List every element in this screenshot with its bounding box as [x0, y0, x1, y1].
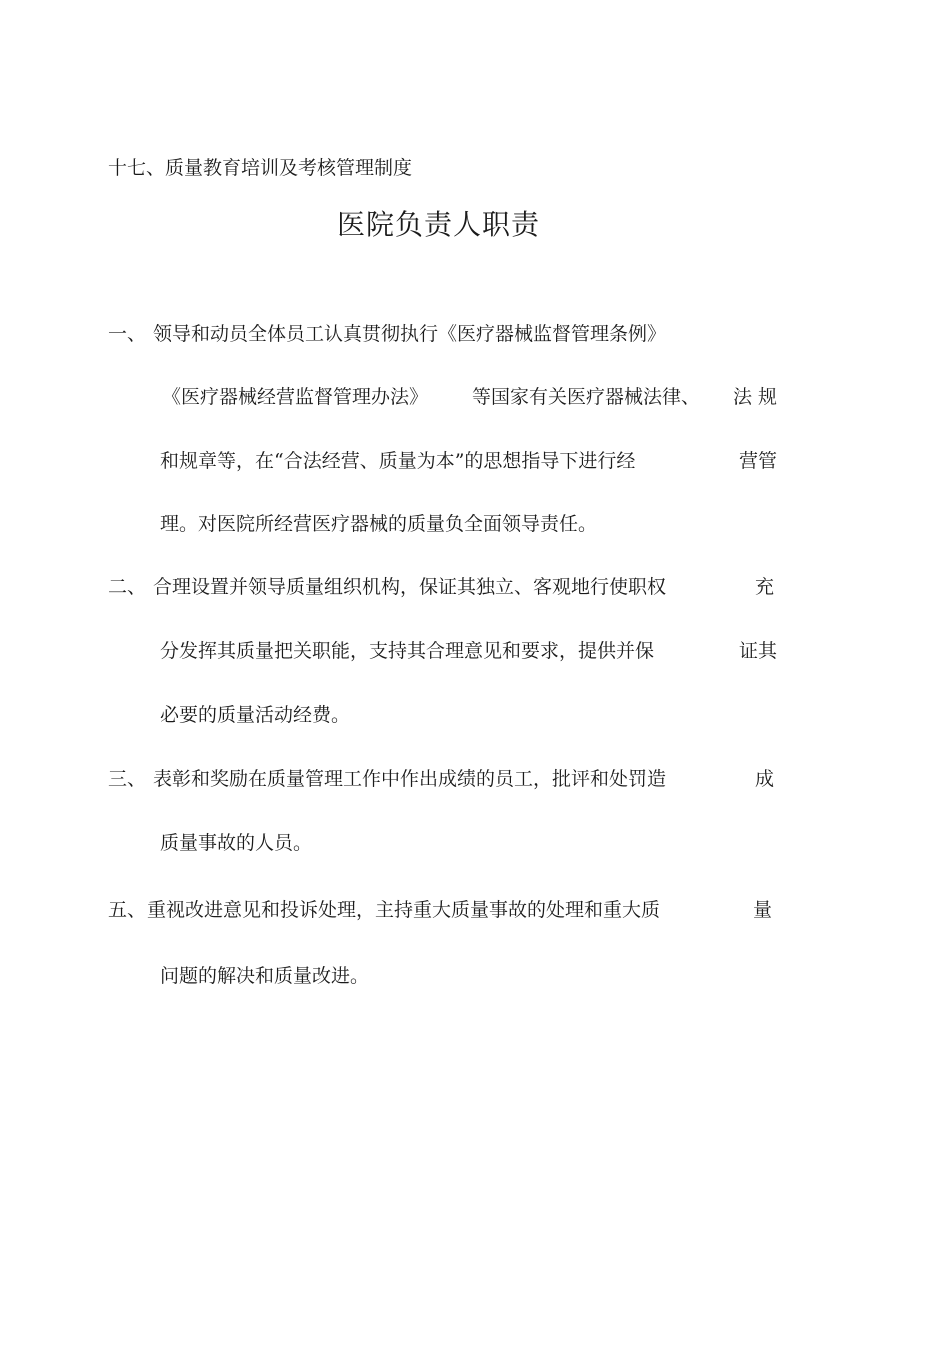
item-4-line-1-tail: 量 [753, 899, 773, 921]
item-1-line-2: 《医疗器械经营监督管理办法》 [162, 386, 429, 408]
item-1-line-2-tail: 法 规 [733, 386, 778, 408]
item-3-line-1-tail: 成 [755, 768, 775, 790]
item-4-line-2: 问题的解决和质量改进。 [160, 965, 370, 987]
item-1-line-2-mid: 等国家有关医疗器械法律、 [472, 386, 701, 408]
item-1-line-4: 理。对医院所经营医疗器械的质量负全面领导责任。 [160, 513, 598, 535]
item-2-line-1: 合理设置并领导质量组织机构，保证其独立、客观地行使职权 [153, 576, 667, 598]
document-title: 医院负责人职责 [337, 208, 541, 241]
item-1-line-3: 和规章等，在“合法经营、质量为本”的思想指导下进行经 [160, 450, 636, 472]
item-3-marker: 三、 [108, 768, 147, 790]
item-2-line-3: 必要的质量活动经费。 [160, 704, 351, 726]
section-heading: 十七、质量教育培训及考核管理制度 [108, 157, 413, 179]
item-2-line-2: 分发挥其质量把关职能，支持其合理意见和要求，提供并保 [160, 640, 655, 662]
item-1-line-1: 领导和动员全体员工认真贯彻执行《医疗器械监督管理条例》 [153, 323, 667, 345]
item-2-marker: 二、 [108, 576, 147, 598]
item-1-line-3-tail: 营管 [739, 450, 778, 472]
item-4-line-1: 重视改进意见和投诉处理，主持重大质量事故的处理和重大质 [147, 899, 661, 921]
item-3-line-2: 质量事故的人员。 [160, 832, 313, 854]
item-4-marker: 五、 [108, 899, 147, 921]
item-3-line-1: 表彰和奖励在质量管理工作中作出成绩的员工，批评和处罚造 [153, 768, 667, 790]
item-2-line-1-tail: 充 [755, 576, 775, 598]
item-2-line-2-tail: 证其 [739, 640, 778, 662]
item-1-marker: 一、 [108, 323, 147, 345]
